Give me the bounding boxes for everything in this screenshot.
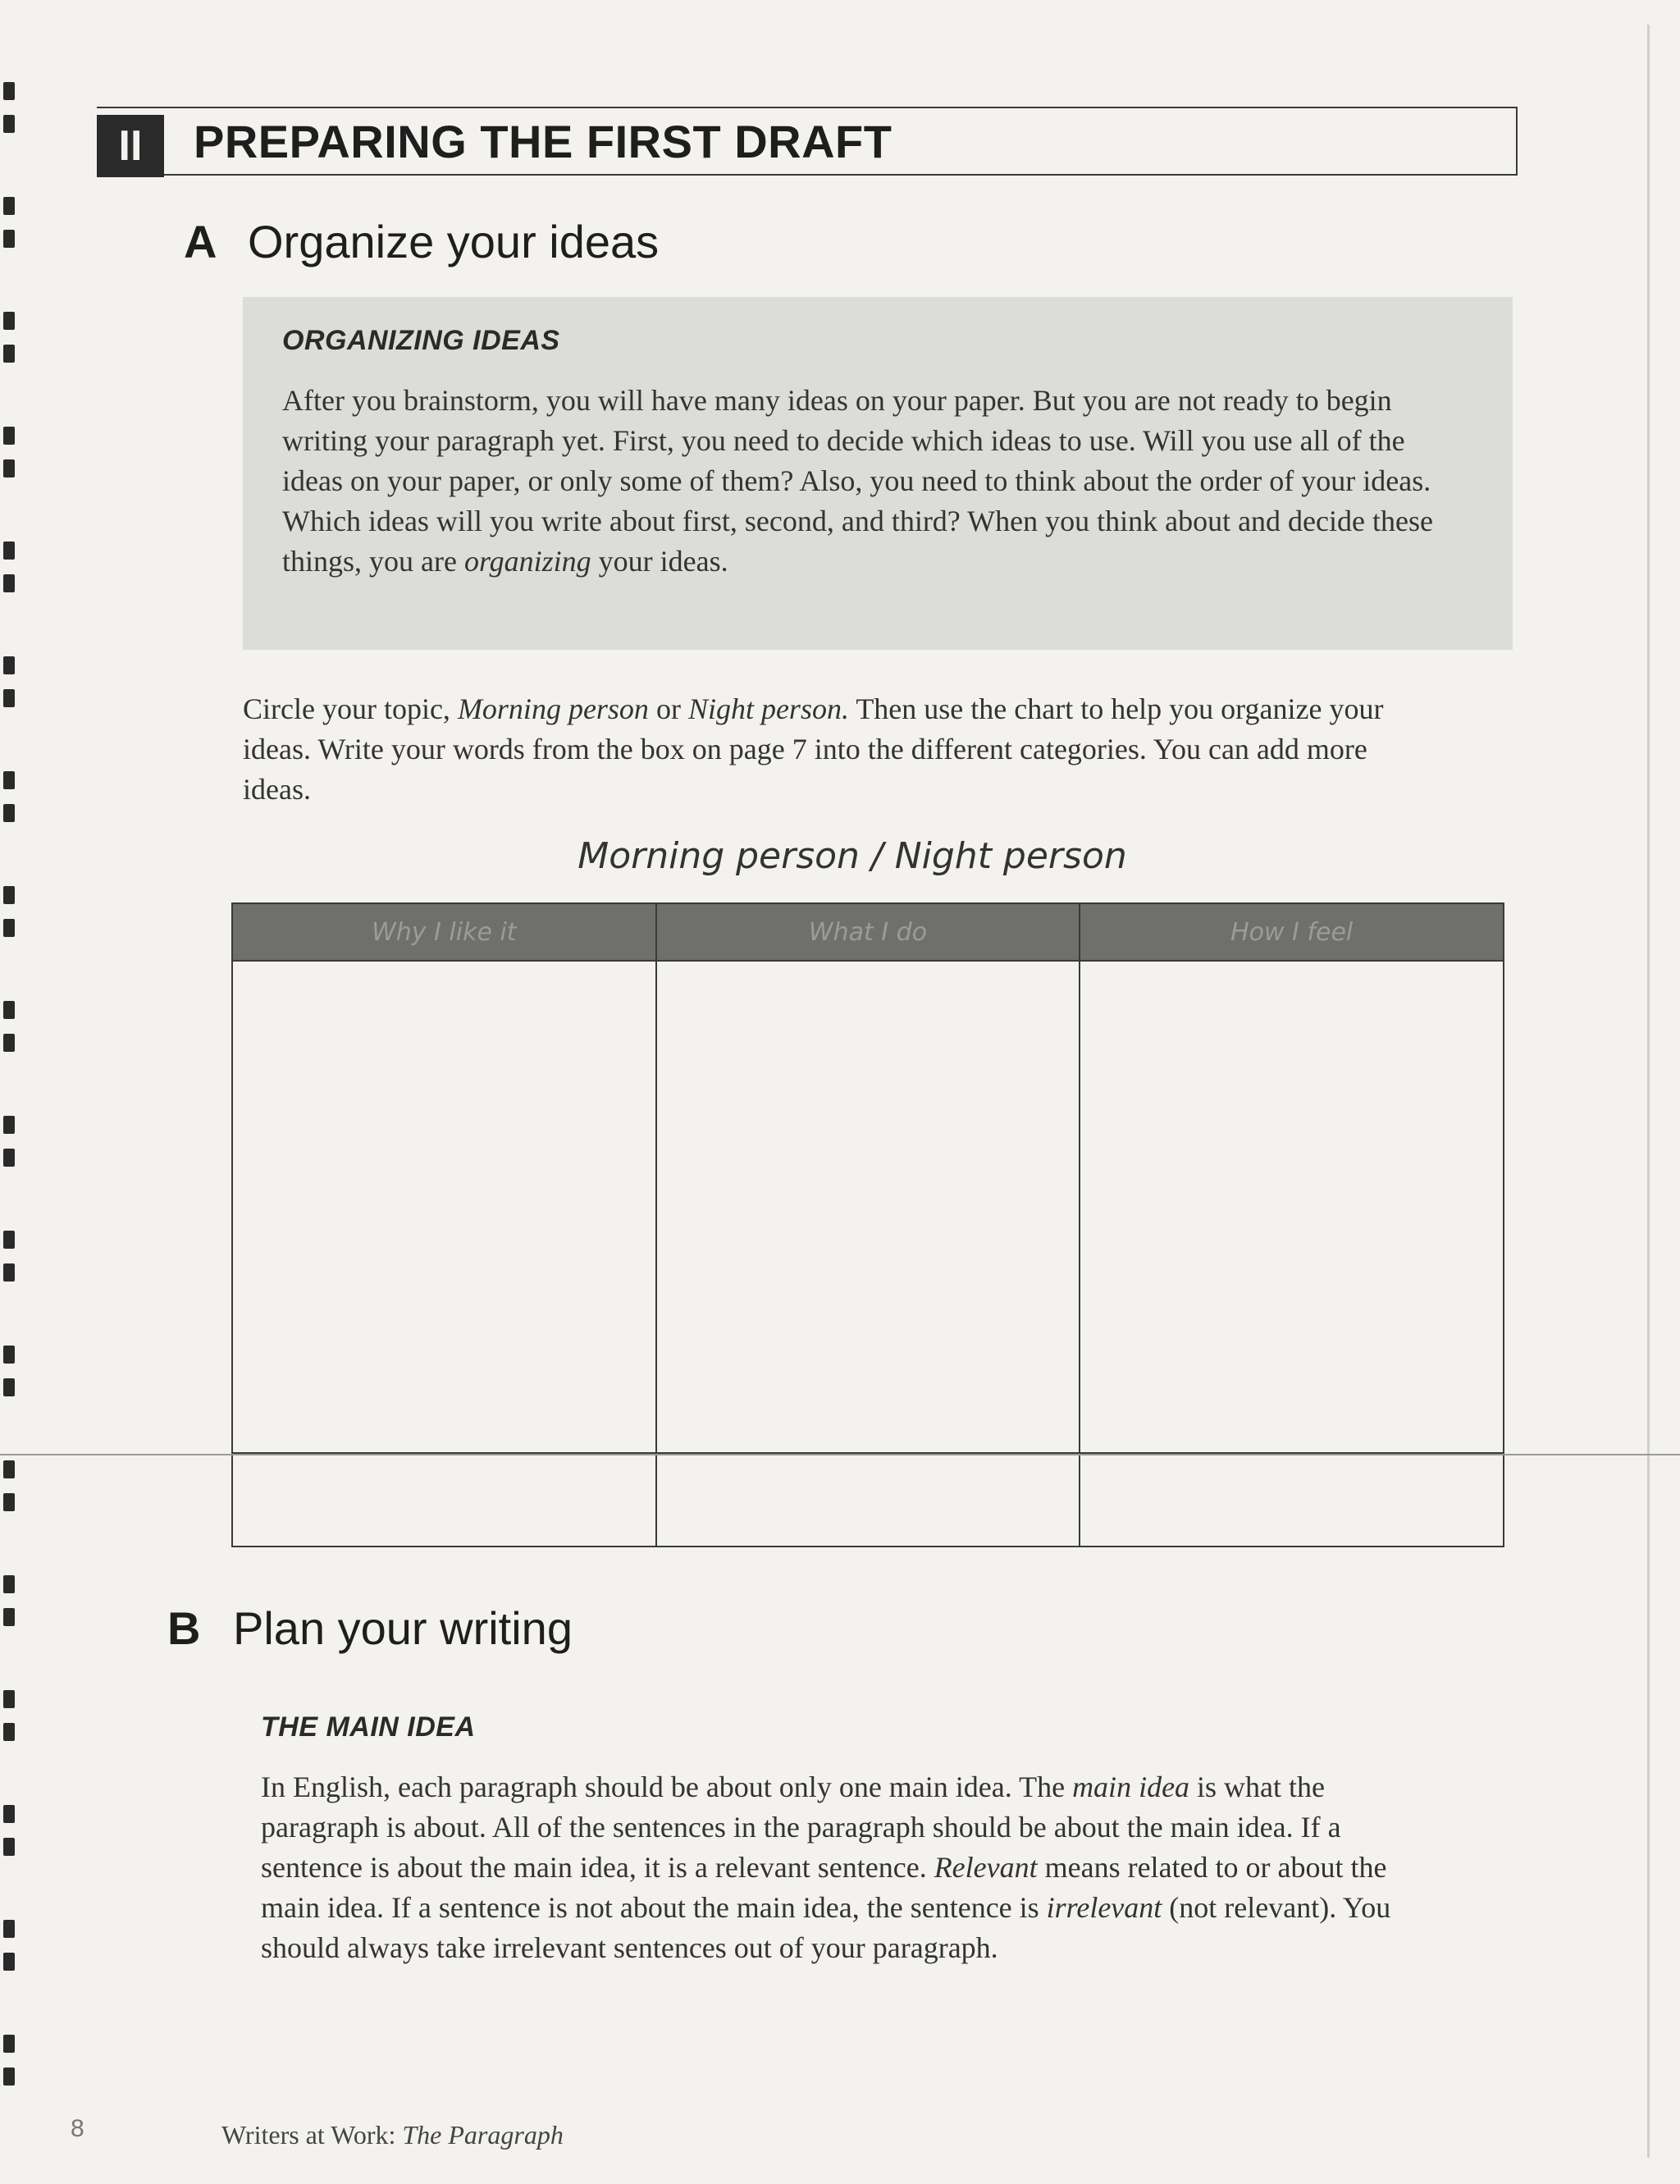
organizing-ideas-heading: ORGANIZING IDEAS [282,325,560,356]
part-a-title: Organize your ideas [248,216,660,267]
chart-cell[interactable] [656,961,1080,1453]
chart-title: Morning person / Night person [578,835,1127,877]
main-idea-text: In English, each paragraph should be about only one main idea. The main idea is what the paragraph is about. All of the sentences in the paragraph should be about the main idea. If a sentence is about the main idea, it is a relevant sentence. Relevant means related to or about the main idea. If a sentence is not about the main idea, the sentence is irrelevant (not relevant). You should always take irrelevant sentences out of your paragraph. [261,1771,1391,1964]
page-number: 8 [71,2115,84,2142]
organizing-ideas-text: After you brainstorm, you will have many ideas on your paper. But you are not ready to begin writing your paragraph yet. First, you need to decide which ideas to use. Will you use all of the ideas on your paper, or only some of them? Also, you need to think about the order of your ideas. Which ideas will you write about first, second, and third? When you think about and decide these things, you are organizing your ideas. [282,384,1433,578]
chart-cell[interactable] [1080,961,1504,1453]
column-header-why: Why I like it [232,903,656,961]
part-b-title: Plan your writing [233,1602,573,1654]
chart-cell[interactable] [656,1453,1080,1547]
section-title: PREPARING THE FIRST DRAFT [194,116,892,167]
scan-line [0,1454,1680,1455]
chart-cell[interactable] [232,961,656,1453]
section-number: II [97,115,164,177]
column-header-how: How I feel [1080,903,1504,961]
instructions-text: Circle your topic, Morning person or Night person. Then use the chart to help you organize your ideas. Write your words from the box on page 7 into the different categories. You can add more ideas. [243,692,1384,806]
part-b-letter: B [167,1602,201,1654]
part-a-letter: A [184,216,217,267]
chart-cell[interactable] [1080,1453,1504,1547]
column-header-what: What I do [656,903,1080,961]
chart-cell[interactable] [232,1453,656,1547]
footer-book-title: Writers at Work: The Paragraph [221,2120,564,2150]
ideas-chart [231,902,1504,1547]
spiral-binding [0,66,21,2150]
main-idea-heading: THE MAIN IDEA [261,1711,476,1743]
page-edge [1647,25,1650,2158]
